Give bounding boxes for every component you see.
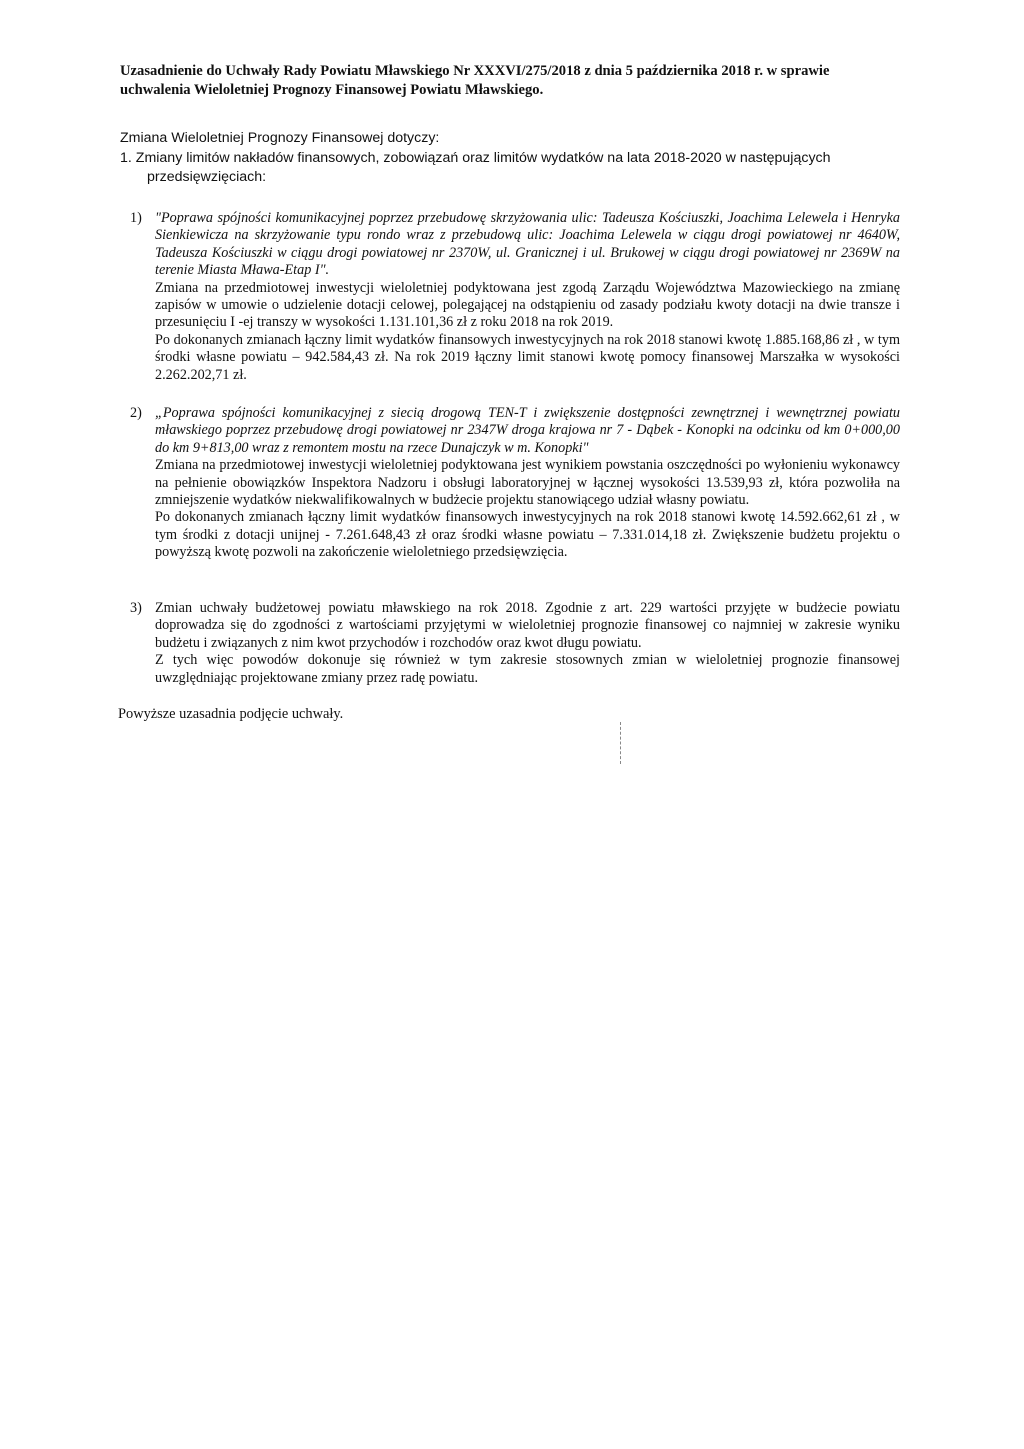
paragraph: Z tych więc powodów dokonuje się również w tym zakresie stosownych zmian w wieloletniej prognozie finansowej uwzględniając projektowane zmiany przez radę powiatu.	[155, 652, 900, 686]
list-item-number: 1)	[130, 210, 142, 226]
paragraph: Zmian uchwały budżetowej powiatu mławskiego na rok 2018. Zgodnie z art. 229 wartości przyjęte w budżecie powiatu doprowadza się do zgodności z wartościami przyjętymi w wieloletniej prognozie finansowej co najmniej w zakresie wyniku budżetu i związanych z nim kwot przychodów i rozchodów oraz kwot długu powiatu.	[155, 600, 900, 651]
list-item-number: 3)	[130, 600, 142, 616]
section-1-heading-cont: przedsięwzięciach:	[147, 169, 267, 185]
project-title: "Poprawa spójności komunikacyjnej poprzez przebudowę skrzyżowania ulic: Tadeusza Kościuszki, Joachima Lelewela i Henryka Sienkiewicza na skrzyżowanie typu rondo wraz z przebudową ulic: Joachima Lelewela w ciągu drogi powiatowej nr 4640W, Tadeusza Kościuszki w ciągu drogi powiatowej nr 2370W, ul. Granicznej i ul. Brukowej w ciągu drogi powiatowej nr 2369W na terenie Miasta Mława-Etap I".	[155, 210, 900, 279]
paragraph: Po dokonanych zmianach łączny limit wydatków finansowych inwestycyjnych na rok 2018 stanowi kwotę 1.885.168,86 zł , w tym środki własne powiatu – 942.584,43 zł. Na rok 2019 łączny limit stanowi kwotę pomocy finansowej Marszałka w wysokości 2.262.202,71 zł.	[155, 331, 900, 383]
list-item-2	[120, 405, 900, 562]
scan-mark	[620, 722, 622, 764]
closing-statement: Powyższe uzasadnia podjęcie uchwały.	[118, 706, 344, 722]
list-item-number: 2)	[130, 405, 142, 421]
section-1-heading: 1. Zmiany limitów nakładów finansowych, zobowiązań oraz limitów wydatków na lata 2018-2020 w następujących	[120, 150, 831, 166]
document-title: Uzasadnienie do Uchwały Rady Powiatu Mławskiego Nr XXXVI/275/2018 z dnia 5 października 2018 r. w sprawie uchwalenia Wieloletniej Prognozy Finansowej Powiatu Mławskiego.	[120, 63, 830, 98]
project-title: „Poprawa spójności komunikacyjnej z siecią drogową TEN-T i zwiększenie dostępności zewnętrznej i wewnętrznej powiatu mławskiego poprzez przebudowę drogi powiatowej nr 2347W droga krajowa nr 7 - Dąbek - Konopki na odcinku od km 0+000,00 do km 9+813,00 wraz z remontem mostu na rzece Dunajczyk w m. Konopki"	[155, 405, 900, 456]
list-item-1	[120, 210, 900, 384]
list-item-3	[120, 600, 900, 687]
changes-intro-label: Zmiana Wieloletniej Prognozy Finansowej dotyczy:	[120, 130, 440, 146]
section-1	[120, 149, 900, 187]
paragraph: Zmiana na przedmiotowej inwestycji wieloletniej podyktowana jest wynikiem powstania oszczędności po wyłonieniu wykonawcy na pełnienie obowiązków Inspektora Nadzoru i obsługi laboratoryjnej w łącznej wysokości 13.539,93 zł, która pozwoliła na zmniejszenie wydatków niekwalifikowalnych w budżecie projektu stanowiącego udział własny powiatu.	[155, 457, 900, 509]
paragraph: Po dokonanych zmianach łączny limit wydatków finansowych inwestycyjnych na rok 2018 stanowi kwotę 14.592.662,61 zł , w tym środki z dotacji unijnej - 7.261.648,43 zł oraz środki własne powiatu – 7.331.014,18 zł. Zwiększenie budżetu projektu o powyższą kwotę pozwoli na zakończenie wieloletniego przedsięwzięcia.	[155, 509, 900, 561]
paragraph: Zmiana na przedmiotowej inwestycji wieloletniej podyktowana jest zgodą Zarządu Województwa Mazowieckiego na zmianę zapisów w umowie o udzielenie dotacji celowej, polegającej na odstąpieniu od zasady podziału kwoty dotacji na dwie transze i przesunięciu I -ej transzy w wysokości 1.131.101,36 zł z roku 2018 na rok 2019.	[155, 279, 900, 331]
